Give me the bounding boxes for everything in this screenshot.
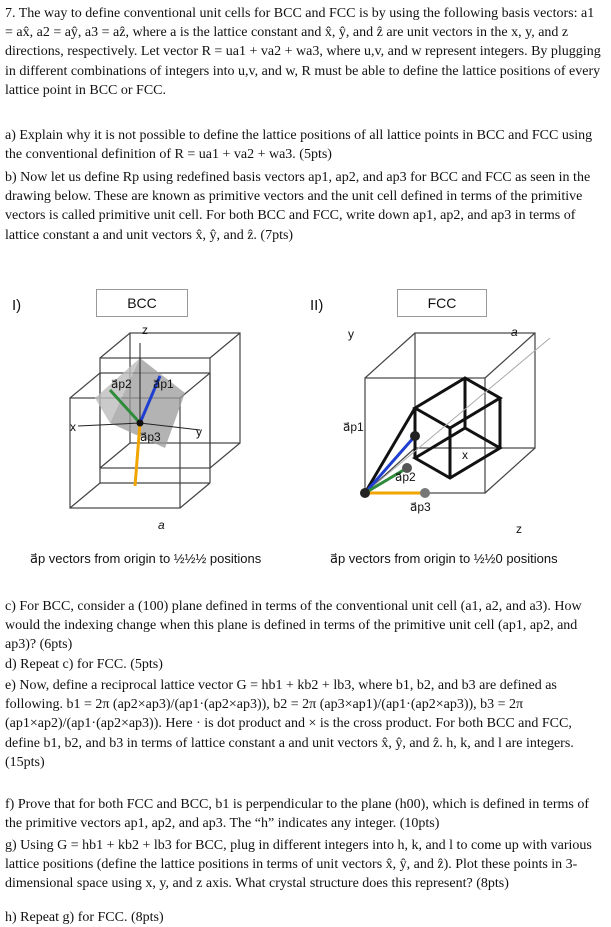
bcc-title: BCC [96, 289, 188, 317]
bcc-roman-label: I) [12, 297, 22, 314]
bcc-vector-ap1: a⃗p1 [153, 377, 174, 391]
bcc-diagram [40, 318, 280, 538]
part-h: h) Repeat g) for FCC. (8pts) [5, 910, 164, 925]
part-f: f) Prove that for both FCC and BCC, b1 is perpendicular to the plane (h00), which is defined in terms of the primitive vectors ap1, ap2, and ap3. The “h” indicates any integer. (10pts) [5, 797, 590, 832]
bcc-axis-z: z [142, 323, 148, 337]
bcc-vector-ap3: a⃗p3 [140, 430, 161, 444]
fcc-axis-x: x [462, 448, 468, 462]
part-d: d) Repeat c) for FCC. (5pts) [5, 657, 163, 672]
bcc-vector-ap2: a⃗p2 [111, 377, 132, 391]
part-b: b) Now let us define Rp using redefined basis vectors ap1, ap2, and ap3 for BCC and FCC as seen in the drawing below. These are known as primitive vectors and the unit cell defined in terms of the primitive vectors is called primitive unit cell. For both BCC and FCC, write down ap1, ap2, and ap3 in terms of lattice constant a and unit vectors x̂, ŷ, and ẑ. (7pts) [5, 170, 591, 243]
part-a: a) Explain why it is not possible to define the lattice positions of all lattice points in BCC and FCC using the conventional definition of R = ua1 + va2 + wa3. (5pts) [5, 128, 593, 163]
bcc-axis-x: x [70, 420, 76, 434]
part-e: e) Now, define a reciprocal lattice vector G = hb1 + kb2 + lb3, where b1, b2, and b3 are defined as following. b1 = 2π (ap2×ap3)/(ap1·(ap2×ap3)), b2 = 2π (ap3×ap1)/(ap1·(ap2×ap3)), b3 = 2π (ap1×ap2)/(ap1·(ap2×ap3)). Here · is dot product and × is the cross product. For both BCC and FCC, define b1, b2, and b3 in terms of lattice constant a and unit vectors x̂, ŷ, and ẑ. h, k, and l are integers. (15pts) [5, 678, 574, 770]
fcc-vector-ap2: a⃗p2 [395, 470, 416, 484]
fcc-vector-ap3: a⃗p3 [410, 500, 431, 514]
fcc-diagram [335, 318, 575, 538]
bcc-lattice-label: a [158, 518, 165, 532]
part-g: g) Using G = hb1 + kb2 + lb3 for BCC, plug in different integers into h, k, and l to come up with various lattice positions (define the lattice positions in terms of unit vectors x̂, ŷ, and ẑ). Plot these points in 3-dimensional space using x, y, and z axis. What crystal structure does this represent? (8pts) [5, 838, 592, 892]
fcc-title: FCC [397, 289, 487, 317]
fcc-vector-ap1: a⃗p1 [343, 420, 364, 434]
fcc-axis-z: z [516, 522, 522, 536]
bcc-axis-y: y [196, 425, 202, 439]
fcc-axis-y: y [348, 327, 354, 341]
problem-intro: 7. The way to define conventional unit cells for BCC and FCC is by using the following basis vectors: a1 = ax̂, a2 = aŷ, a3 = aẑ, where a is the lattice constant and x̂, ŷ, and ẑ are unit vectors in the x, y, and z directions, respectively. Let vector R = ua1 + va2 + wa3, where u,v, and w represent integers. By plugging in different combinations of integers into u,v, and w, R must be able to define the lattice positions of every lattice point in BCC or FCC. [5, 6, 601, 98]
fcc-roman-label: II) [310, 297, 324, 314]
fcc-caption: a⃗p vectors from origin to ½½0 positions [330, 551, 558, 566]
part-c: c) For BCC, consider a (100) plane defined in terms of the conventional unit cell (a1, a2, and a3). How would the indexing change when this plane is defined in terms of the primitive unit cell (ap1, ap2, and ap3)? (6pts) [5, 599, 582, 653]
bcc-caption: a⃗p vectors from origin to ½½½ positions [30, 551, 262, 566]
fcc-lattice-label: a [511, 325, 518, 339]
